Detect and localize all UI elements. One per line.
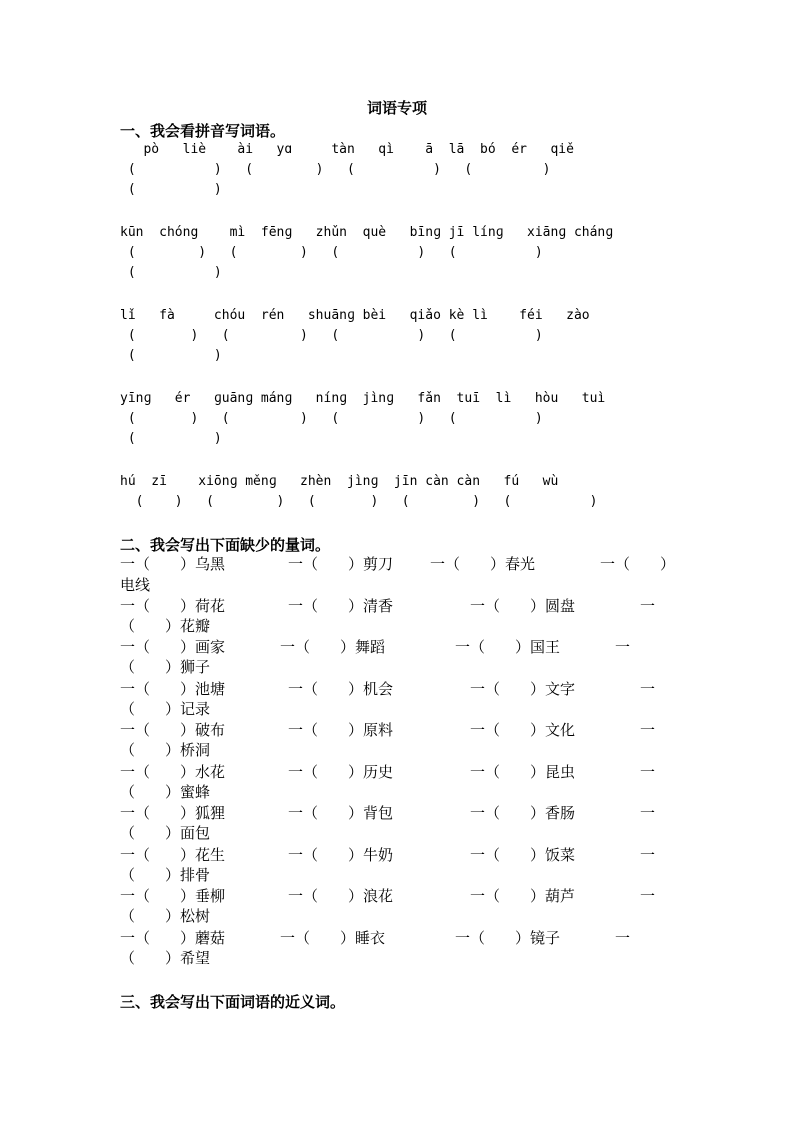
measure-word-item[interactable]: 一（ ）葫芦 (470, 887, 576, 905)
pinyin-line: pò liè ài yɑ tàn qì ā lā bó ér qiě (120, 142, 574, 157)
measure-word-item[interactable]: 一（ ）狐狸 (120, 804, 226, 822)
measure-word-item[interactable]: 一（ ）画家 (120, 638, 226, 656)
measure-word-item: 电线 (120, 576, 151, 594)
measure-word-item[interactable]: （ ）狮子 (120, 658, 211, 676)
measure-word-item[interactable]: 一（ ）原料 (288, 721, 394, 739)
section1-heading: 一、我会看拼音写词语。 (120, 122, 286, 140)
measure-word-item[interactable]: 一（ ）昆虫 (470, 763, 576, 781)
measure-word-item[interactable]: 一（ ）文化 (470, 721, 576, 739)
measure-word-item[interactable]: 一（ ）背包 (288, 804, 394, 822)
answer-blanks[interactable]: ( ) ( ) ( ) ( ) (120, 162, 551, 177)
answer-blanks[interactable]: ( ) ( ) ( ) ( ) (120, 411, 543, 426)
measure-word-item[interactable]: 一（ ）蘑菇 (120, 929, 226, 947)
measure-word-item[interactable]: 一（ ）垂柳 (120, 887, 226, 905)
measure-word-item: 一 (640, 680, 656, 698)
measure-word-item[interactable]: 一（ ）破布 (120, 721, 226, 739)
section3-heading: 三、我会写出下面词语的近义词。 (120, 993, 346, 1011)
measure-word-item: 一 (615, 638, 631, 656)
measure-word-item: 一 (640, 846, 656, 864)
measure-word-item[interactable]: 一（ ）文字 (470, 680, 576, 698)
measure-word-item[interactable]: （ ）蜜蜂 (120, 783, 211, 801)
section2-heading: 二、我会写出下面缺少的量词。 (120, 536, 331, 554)
answer-blanks[interactable]: ( ) (120, 265, 222, 280)
measure-word-item[interactable]: 一（ ）乌黑 (120, 555, 226, 573)
measure-word-item[interactable]: （ ）希望 (120, 949, 211, 967)
measure-word-item[interactable]: （ ）记录 (120, 700, 211, 718)
answer-blanks[interactable]: ( ) ( ) ( ) ( ) (120, 328, 543, 343)
measure-word-item[interactable]: （ ）排骨 (120, 866, 211, 884)
answer-blanks[interactable]: ( ) (120, 182, 222, 197)
measure-word-item[interactable]: 一（ ）池塘 (120, 680, 226, 698)
measure-word-item[interactable]: 一（ ）机会 (288, 680, 394, 698)
answer-blanks[interactable]: ( ) ( ) ( ) ( ) ( ) (120, 494, 598, 509)
measure-word-item[interactable]: 一（ ）牛奶 (288, 846, 394, 864)
measure-word-item: 一 (640, 887, 656, 905)
measure-word-item[interactable]: 一（ ）清香 (288, 597, 394, 615)
pinyin-line: hú zī xiōnɡ měnɡ zhèn jìnɡ jīn càn càn fú wù (120, 474, 559, 489)
measure-word-item: 一 (640, 597, 656, 615)
answer-blanks[interactable]: ( ) (120, 348, 222, 363)
measure-word-item: 一 (640, 763, 656, 781)
measure-word-item[interactable]: （ ）松树 (120, 907, 211, 925)
measure-word-item[interactable]: 一（ ）剪刀 (288, 555, 394, 573)
measure-word-item[interactable]: 一（ ）荷花 (120, 597, 226, 615)
measure-word-item[interactable]: 一（ ）历史 (288, 763, 394, 781)
measure-word-item[interactable]: 一（ ）春光 (430, 555, 536, 573)
measure-word-item[interactable]: 一（ ）饭菜 (470, 846, 576, 864)
measure-word-item: 一 (640, 804, 656, 822)
measure-word-item[interactable]: （ ）桥洞 (120, 741, 211, 759)
answer-blanks[interactable]: ( ) ( ) ( ) ( ) (120, 245, 543, 260)
page-title: 词语专项 (366, 99, 427, 117)
measure-word-item[interactable]: 一（ ）香肠 (470, 804, 576, 822)
measure-word-item[interactable]: 一（ ）圆盘 (470, 597, 576, 615)
measure-word-item[interactable]: 一（ ）花生 (120, 846, 226, 864)
measure-word-item[interactable]: 一（ ）睡衣 (280, 929, 386, 947)
pinyin-line: yīnɡ ér ɡuānɡ mánɡ nínɡ jìnɡ fǎn tuī lì hòu tuì (120, 391, 606, 406)
measure-word-item[interactable]: 一（ ） (600, 555, 676, 573)
pinyin-line: kūn chóng mì fēnɡ zhǔn què bīnɡ jī línɡ xiānɡ chánɡ (120, 225, 614, 240)
measure-word-item[interactable]: （ ）面包 (120, 824, 211, 842)
measure-word-item[interactable]: 一（ ）国王 (455, 638, 561, 656)
measure-word-item[interactable]: 一（ ）水花 (120, 763, 226, 781)
measure-word-item: 一 (615, 929, 631, 947)
answer-blanks[interactable]: ( ) (120, 431, 222, 446)
measure-word-item[interactable]: 一（ ）舞蹈 (280, 638, 386, 656)
measure-word-item[interactable]: （ ）花瓣 (120, 617, 211, 635)
measure-word-item[interactable]: 一（ ）镜子 (455, 929, 561, 947)
pinyin-line: lǐ fà chóu rén shuānɡ bèi qiǎo kè lì féi zào (120, 308, 590, 323)
measure-word-item: 一 (640, 721, 656, 739)
measure-word-item[interactable]: 一（ ）浪花 (288, 887, 394, 905)
